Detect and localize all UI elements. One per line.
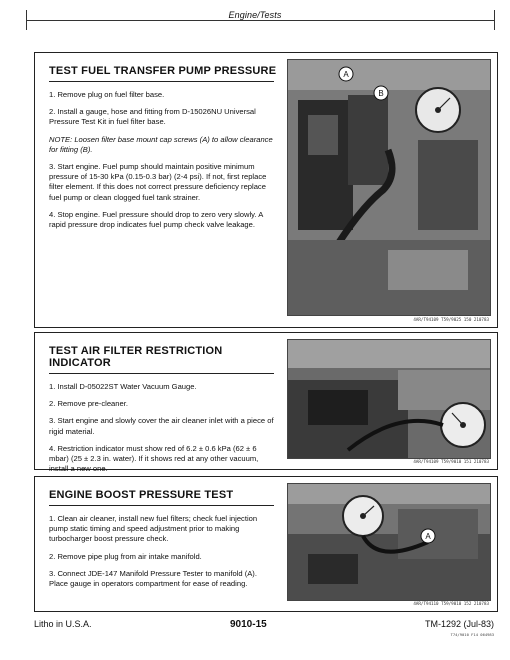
photo-label-a: A <box>343 70 349 79</box>
title-underline <box>49 373 274 374</box>
title-underline <box>49 505 274 506</box>
step-2: 2. Remove pipe plug from air intake manifold. <box>49 551 202 561</box>
section-title: TEST AIR FILTER RESTRICTION INDICATOR <box>49 345 223 369</box>
photo-caption: 4AR/T94110 T59/9010 152 210783 <box>413 601 489 606</box>
step-3: 3. Start engine and slowly cover the air cleaner inlet with a piece of rigid material. <box>49 416 274 436</box>
title-underline <box>49 81 274 82</box>
fuel-filter-photo <box>287 59 491 316</box>
step-note: NOTE: Loosen filter base mount cap screws (A) to allow clearance for fitting (B). <box>49 134 273 154</box>
footer-page-number: 9010-15 <box>230 619 267 630</box>
step-2: 2. Install a gauge, hose and fitting from D-15026NU Universal Pressure Test Kit in fuel filter base. <box>49 107 256 127</box>
photo-label-a: A <box>425 532 431 541</box>
section-title: TEST FUEL TRANSFER PUMP PRESSURE <box>49 65 277 77</box>
section-air-filter-indicator <box>34 332 498 474</box>
section-fuel-transfer-pump <box>34 52 498 328</box>
section-title: ENGINE BOOST PRESSURE TEST <box>49 489 234 501</box>
step-3: 3. Connect JDE-147 Manifold Pressure Tester to manifold (A). Place gauge in operators compartment for ease of reading. <box>49 568 257 589</box>
footer-code: T74/9010 F14 064983 <box>450 632 494 637</box>
footer-manual-id: TM-1292 (Jul-83) <box>424 619 494 629</box>
vacuum-gauge-photo <box>287 339 491 459</box>
manifold-tester-photo <box>287 483 491 601</box>
step-4: 4. Stop engine. Fuel pressure should drop to zero very slowly. A rapid pressure drop indicates fuel pump check valve leakage. <box>49 209 263 230</box>
photo-caption: 4AR/T94109 T59/9010 151 210783 <box>413 459 489 464</box>
step-3: 3. Start engine. Fuel pump should maintain positive minimum pressure of 15-30 kPa (0.15-0.3 bar) (2-4 psi). If not, first replace filter element. If this does not correct pressure deficiency replace fuel pump or clean clogged fuel tank strainer. <box>49 162 267 202</box>
section-boost-pressure <box>34 476 498 612</box>
photo-label-b: B <box>378 89 384 98</box>
footer-litho: Litho in U.S.A. <box>34 619 92 629</box>
step-1: 1. Install D-05022ST Water Vacuum Gauge. <box>49 382 197 391</box>
step-2: 2. Remove pre-cleaner. <box>49 399 128 409</box>
running-head: Engine/Tests <box>228 10 282 20</box>
step-4: 4. Restriction indicator must show red of 6.2 ± 0.6 kPa (62 ± 6 mbar) (25 ± 2.3 in. water). If it shows red at any other vacuum, install a new one. <box>49 443 259 474</box>
header-rule <box>26 20 494 21</box>
step-1: 1. Clean air cleaner, install new fuel filters; check fuel injection pump static timing and speed adjustment prior to making turbocharger boost pressure check. <box>49 514 258 544</box>
step-1: 1. Remove plug on fuel filter base. <box>49 90 165 99</box>
photo-caption: 4AR/T94109 T59/9025 150 210783 <box>413 317 489 322</box>
